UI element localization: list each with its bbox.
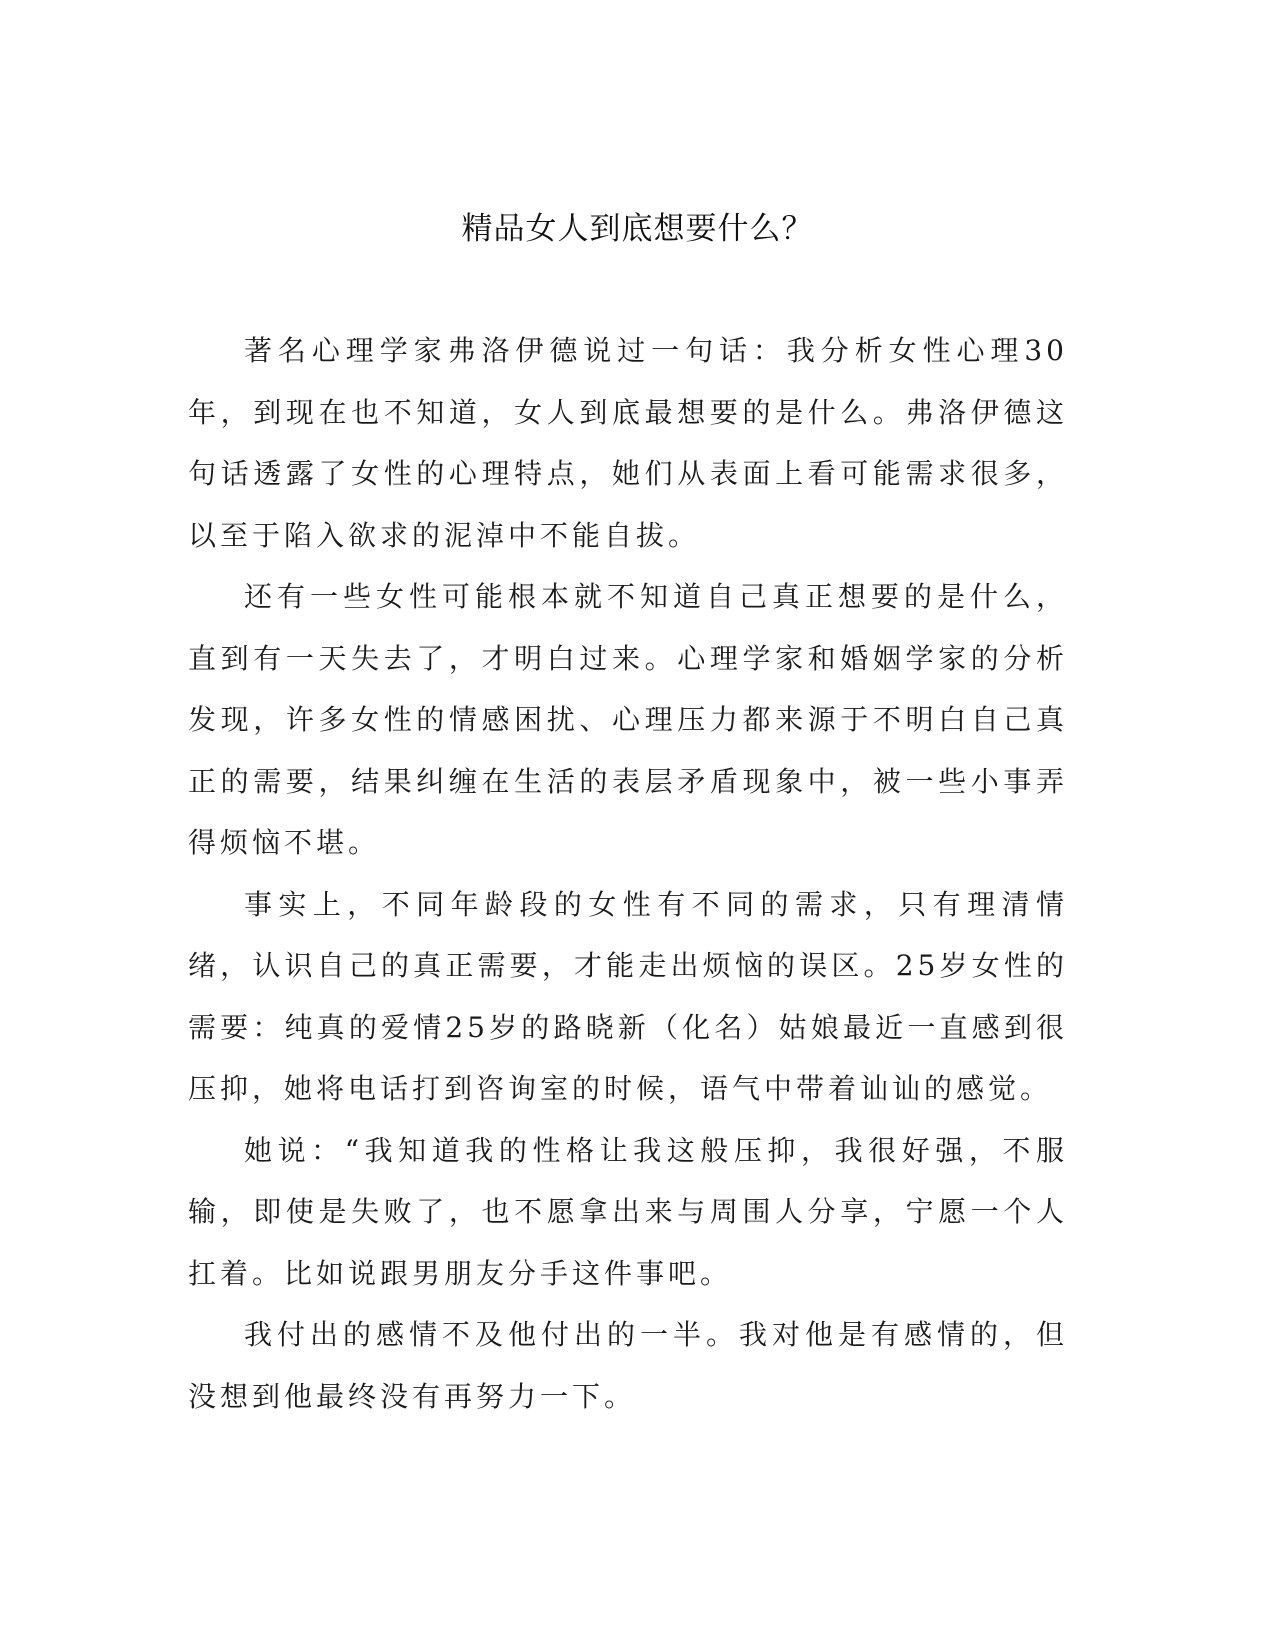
paragraph-3: 事实上，不同年龄段的女性有不同的需求，只有理清情绪，认识自己的真正需要，才能走出烦恼的误区。25岁女性的需要：纯真的爱情25岁的路晓新（化名）姑娘最近一直感到很压抑，她将电话打到咨询室的时候，语气中带着讪讪的感觉。 — [188, 887, 1068, 1105]
paragraph-4: 她说：“我知道我的性格让我这般压抑，我很好强，不服输，即使是失败了，也不愿拿出来与周围人分享，宁愿一个人扛着。比如说跟男朋友分手这件事吧。 — [188, 1133, 1068, 1290]
paragraph-1: 著名心理学家弗洛伊德说过一句话：我分析女性心理30年，到现在也不知道，女人到底最想要的是什么。弗洛伊德这句话透露了女性的心理特点，她们从表面上看可能需求很多，以至于陷入欲求的泥淖中不能自拔。 — [188, 334, 1068, 552]
paragraph-5: 我付出的感情不及他付出的一半。我对他是有感情的，但没想到他最终没有再努力一下。 — [188, 1318, 1068, 1413]
paragraph-2: 还有一些女性可能根本就不知道自己真正想要的是什么，直到有一天失去了，才明白过来。心理学家和婚姻学家的分析发现，许多女性的情感困扰、心理压力都来源于不明白自己真正的需要，结果纠缠在生活的表层矛盾现象中，被一些小事弄得烦恼不堪。 — [188, 580, 1068, 859]
document-title: 精品女人到底想要什么？ — [461, 211, 814, 247]
document-body — [188, 320, 1068, 1427]
